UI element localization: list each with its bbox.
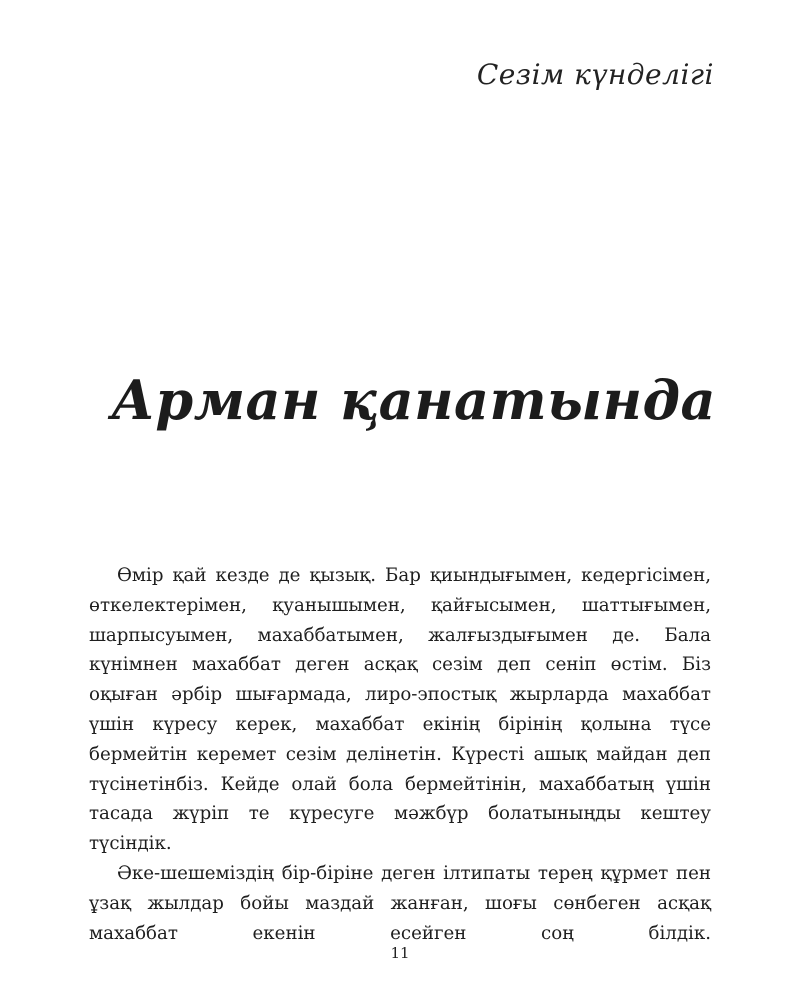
paragraph-2: Әке-шешеміздің бір-біріне деген ілтипаты терең құрмет пен ұзақ жылдар бойы маздай жанған, шоғы сөнбеген асқақ махаббат екенін есейген соң білдік. bbox=[89, 862, 711, 944]
running-header: Сезім күнделігі bbox=[476, 58, 714, 91]
page-number: 11 bbox=[390, 944, 410, 962]
body-text bbox=[89, 561, 711, 948]
chapter-title: Арман қанатында bbox=[110, 368, 716, 433]
paragraph-1: Өмір қай кезде де қызық. Бар қиындығымен, кедергісімен, өткелектерімен, қуанышымен, қайғысымен, шаттығымен, шарпысуымен, махаббатымен, жалғыздығымен де. Бала күнімнен махаббат деген асқақ сезім деп сеніп өстім. Біз оқыған әрбір шығармада, лиро-эпостық жырларда махаббат үшін күресу керек, махаббат екінің бірінің қолына түсе бермейтін керемет сезім делінетін. Күресті ашық майдан деп түсінетінбіз. Кейде олай бола бермейтінін, махаббатың үшін тасада жүріп те күресуге мәжбүр болатыныңды кештеу түсіндік. bbox=[89, 565, 711, 855]
